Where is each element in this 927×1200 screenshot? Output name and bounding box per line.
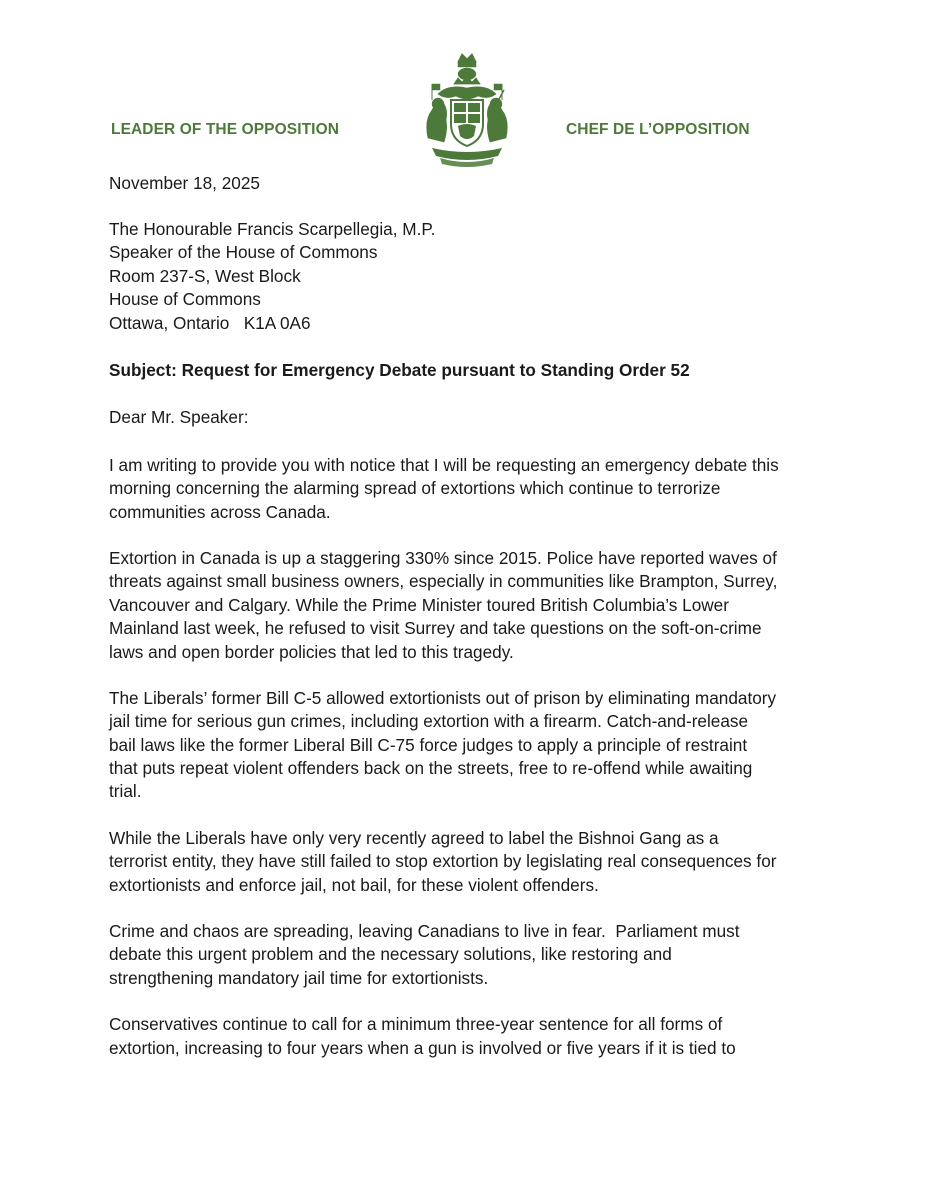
paragraph-line: debate this urgent problem and the necessary solutions, like restoring and [109, 944, 672, 965]
paragraph-line: Extortion in Canada is up a staggering 330% since 2015. Police have reported waves of [109, 547, 777, 568]
paragraph-bishnoi [109, 827, 829, 897]
paragraph-line: terrorist entity, they have still failed to stop extortion by legislating real consequences for [109, 851, 777, 872]
paragraph-line: trial. [109, 781, 142, 802]
paragraph-crime-chaos [109, 920, 829, 990]
letterhead-title-english: LEADER OF THE OPPOSITION [111, 121, 340, 138]
paragraph-conservatives [109, 1013, 829, 1060]
paragraph-line: Conservatives continue to call for a minimum three-year sentence for all forms of [109, 1014, 723, 1035]
recipient-line: Ottawa, Ontario K1A 0A6 [109, 312, 311, 333]
letter-body [109, 172, 829, 1083]
paragraph-line: The Liberals’ former Bill C-5 allowed extortionists out of prison by eliminating mandatory [109, 687, 777, 708]
recipient-line: Room 237-S, West Block [109, 265, 301, 286]
paragraph-notice [109, 454, 829, 524]
paragraph-line: bail laws like the former Liberal Bill C-75 force judges to apply a principle of restraint [109, 734, 748, 755]
paragraph-line: that puts repeat violent offenders back on the streets, free to re-offend while awaiting [109, 758, 753, 779]
recipient-line: Speaker of the House of Commons [109, 242, 378, 263]
recipient-line: The Honourable Francis Scarpellegia, M.P. [109, 219, 436, 239]
paragraph-line: jail time for serious gun crimes, including extortion with a firearm. Catch-and-release [109, 711, 749, 732]
letter-salutation: Dear Mr. Speaker: [109, 407, 249, 428]
recipient-line: House of Commons [109, 289, 261, 310]
paragraph-line: extortion, increasing to four years when a gun is involved or five years if it is tied to [109, 1037, 736, 1058]
paragraph-line: threats against small business owners, especially in communities like Brampton, Surrey, [109, 571, 778, 592]
royal-coat-of-arms-of-canada-icon [418, 50, 516, 168]
paragraph-line: laws and open border policies that led to this tragedy. [109, 641, 514, 662]
paragraph-line: extortionists and enforce jail, not bail, for these violent offenders. [109, 874, 599, 895]
paragraph-line: Mainland last week, he refused to visit Surrey and take questions on the soft-on-crime [109, 618, 762, 639]
paragraph-line: strengthening mandatory jail time for extortionists. [109, 967, 489, 988]
letter-subject: Subject: Request for Emergency Debate pursuant to Standing Order 52 [109, 359, 690, 380]
paragraph-line: Crime and chaos are spreading, leaving Canadians to live in fear. Parliament must [109, 921, 740, 942]
paragraph-line: While the Liberals have only very recently agreed to label the Bishnoi Gang as a [109, 827, 719, 848]
paragraph-line: I am writing to provide you with notice that I will be requesting an emergency debate this [109, 454, 779, 475]
paragraph-line: morning concerning the alarming spread of extortions which continue to terrorize [109, 478, 721, 499]
letterhead-title-french: CHEF DE L’OPPOSITION [566, 121, 750, 138]
paragraph-line: communities across Canada. [109, 501, 331, 522]
paragraph-bills [109, 687, 829, 804]
letterhead [0, 0, 927, 170]
letter-date: November 18, 2025 [109, 173, 260, 193]
paragraph-extortion-stats [109, 547, 829, 664]
paragraph-line: Vancouver and Calgary. While the Prime Minister toured British Columbia’s Lower [109, 594, 729, 615]
recipient-address [109, 218, 829, 335]
